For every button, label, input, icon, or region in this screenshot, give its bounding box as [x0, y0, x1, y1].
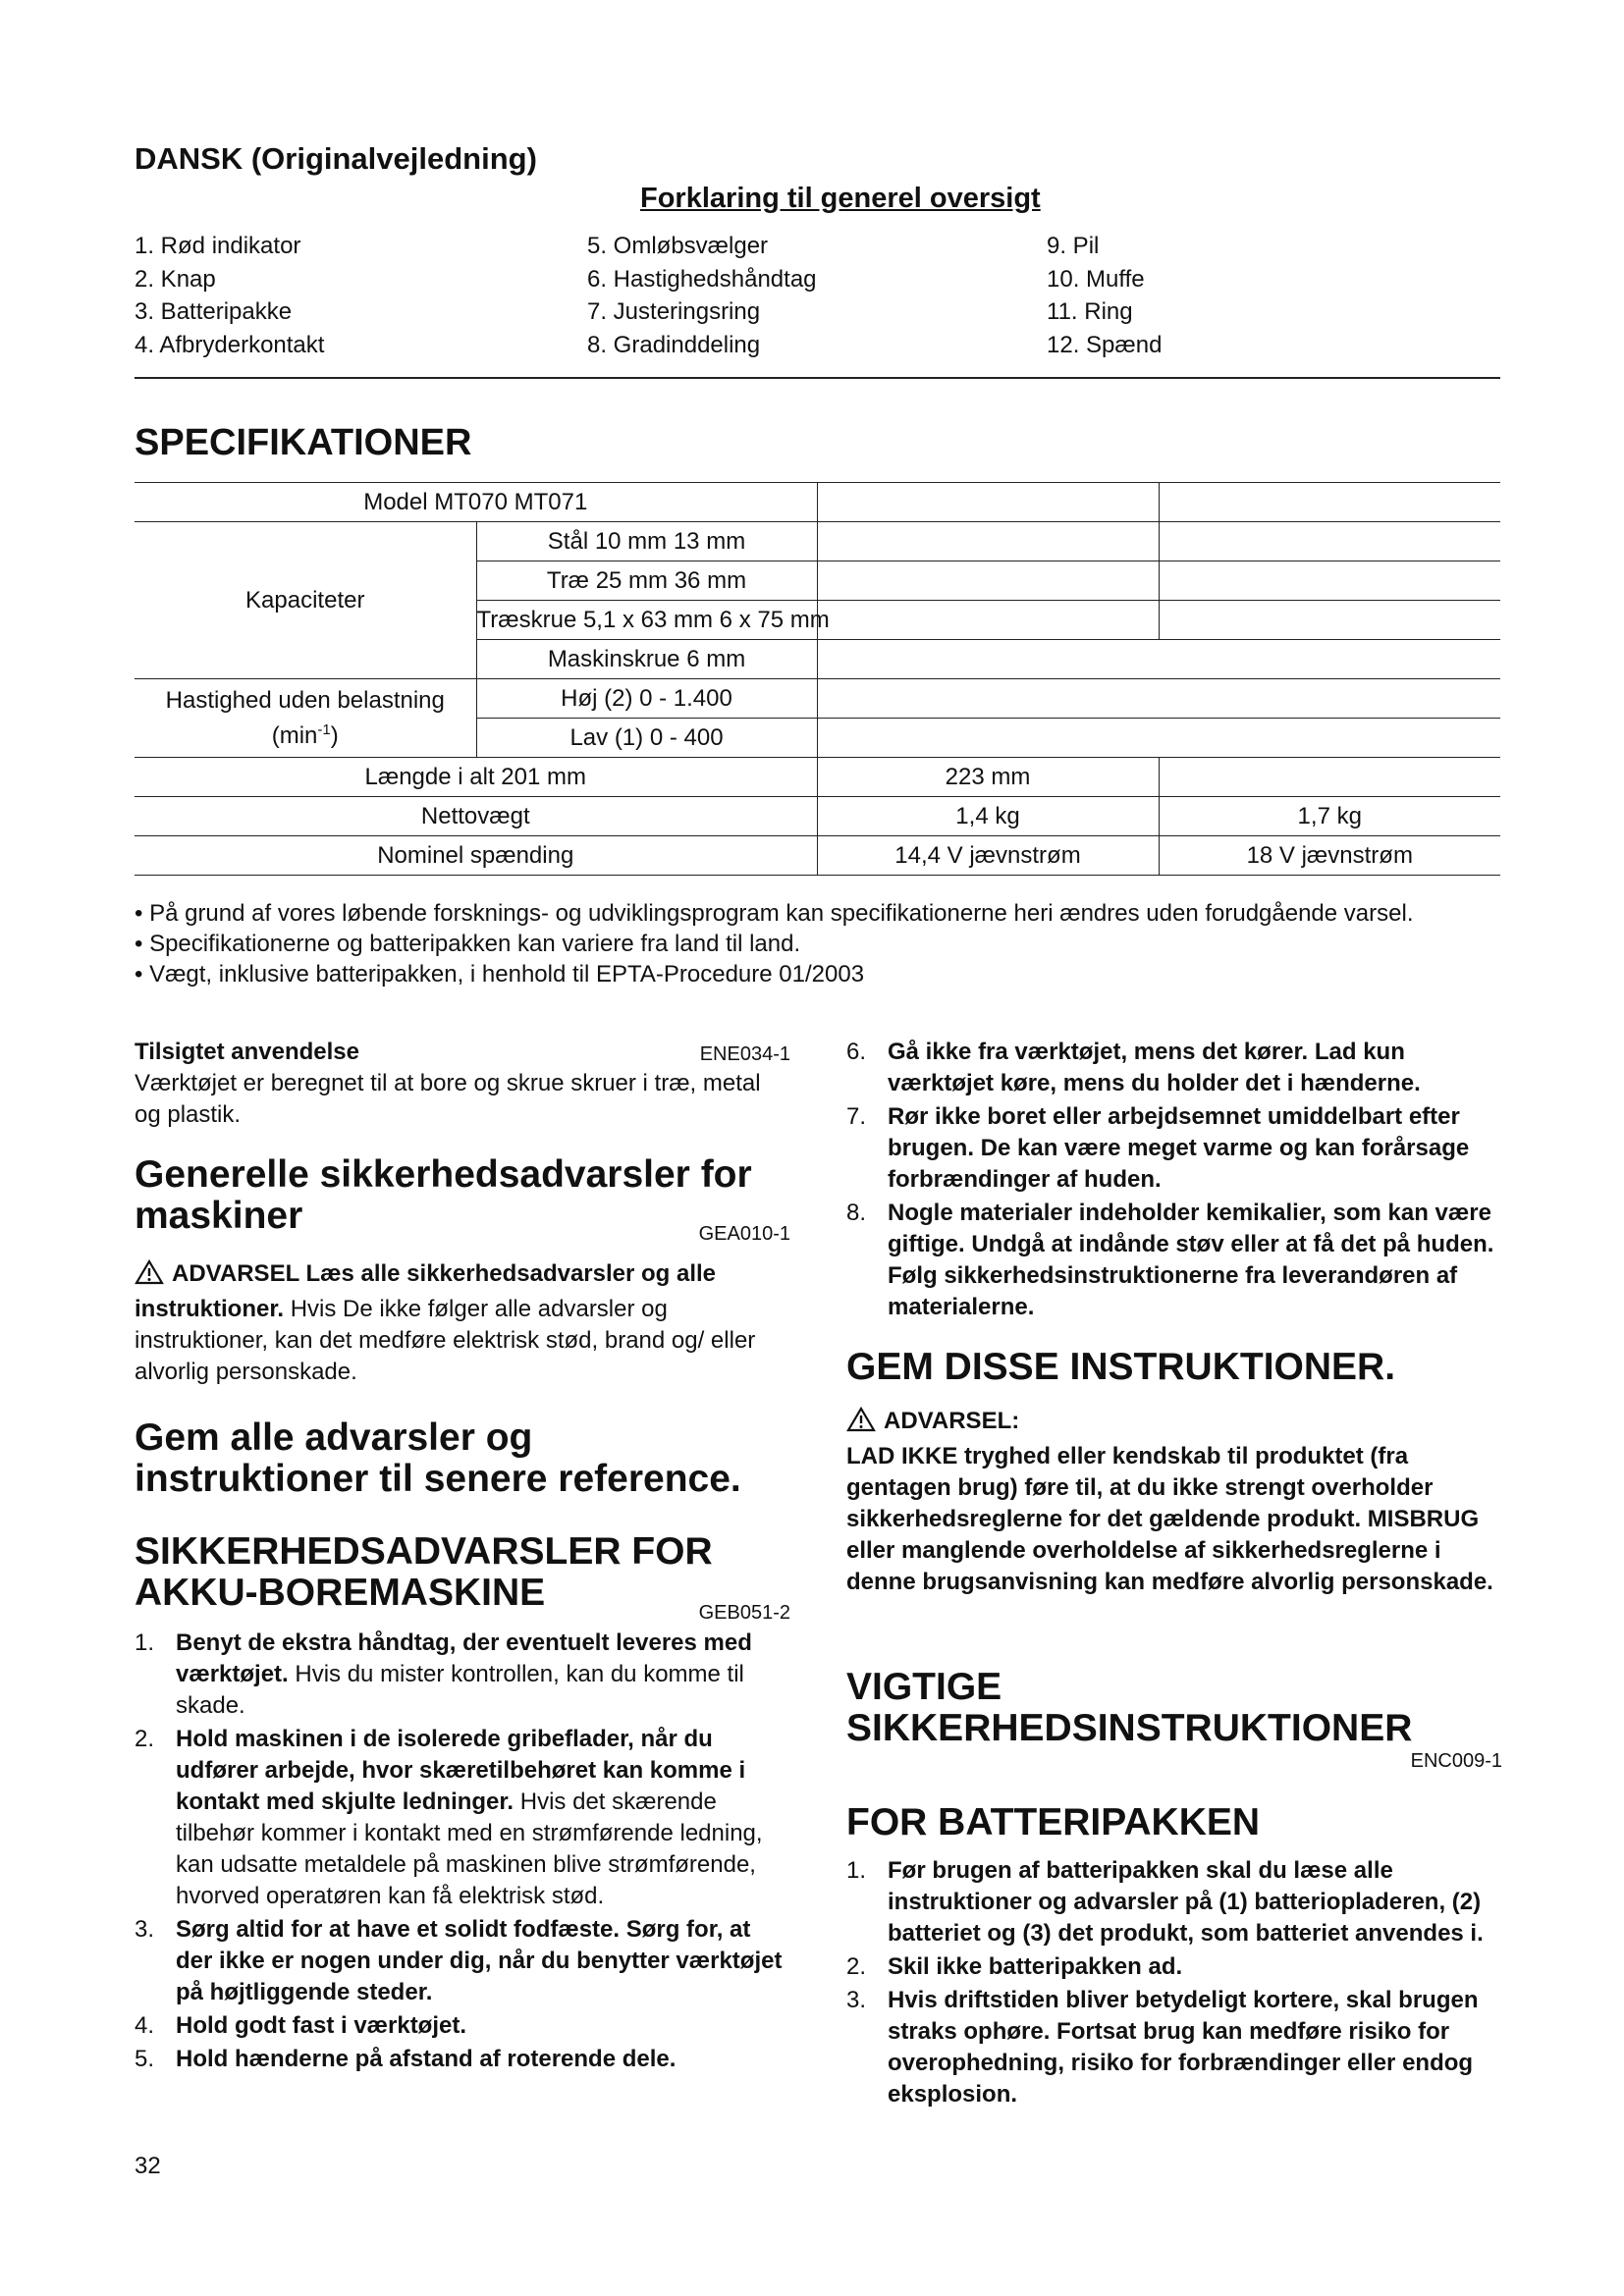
- specifications-table: [135, 482, 1500, 876]
- save-instructions-section: [846, 1347, 1502, 1598]
- keep-warnings-section: [135, 1417, 790, 1500]
- intended-use-code: ENE034-1: [699, 1043, 790, 1065]
- specifications-title: SPECIFIKATIONER: [135, 422, 472, 463]
- list-item: 5. Hold hænderne på afstand af roterende dele.: [135, 2046, 677, 2072]
- table-row: [135, 758, 1500, 797]
- battery-title: FOR BATTERIPAKKEN: [846, 1801, 1261, 1843]
- overview-item: 3. Batteripakke: [135, 298, 293, 325]
- drill-safety-title-line1: SIKKERHEDSADVARSLER FOR: [135, 1530, 713, 1573]
- capacities-label: Kapaciteter: [135, 522, 476, 679]
- drill-safety-section: [135, 1531, 790, 2077]
- speed-label: Hastighed uden belastning: [165, 686, 445, 714]
- drill-safety-code: GEB051-2: [698, 1602, 790, 1624]
- overview-column-2: [587, 230, 817, 361]
- overview-column-3: [1047, 230, 1162, 361]
- table-row: [135, 797, 1500, 836]
- overview-item: 10. Muffe: [1047, 265, 1145, 293]
- list-item: 2. Hold maskinen i de isolerede gribeflader, når du udfører arbejde, hvor skæretilbehøret kan komme i kontakt med skjulte ledninger. Hvis det skærende tilbehør kommer i kontakt med en strømførende ledning, kan udsatte metaldele på maskinen blive strømførende, hvorved operatøren kan få elektrisk stød.: [135, 1726, 763, 1909]
- important-safety-title-line2: SIKKERHEDSINSTRUKTIONER: [846, 1707, 1413, 1749]
- list-item: 3. Sørg altid for at have et solidt fodfæste. Sørg for, at der ikke er nogen under dig, når du benytter værktøjet på højtliggende steder.: [135, 1916, 783, 2005]
- overview-item: 11. Ring: [1047, 298, 1133, 325]
- drill-safety-list-continued: [846, 1037, 1502, 1325]
- intended-use-title: Tilsigtet anvendelse: [135, 1039, 359, 1065]
- overview-item: 8. Gradinddeling: [587, 331, 761, 358]
- spec-note: • Vægt, inklusive batteripakken, i henhold til EPTA-Procedure 01/2003: [135, 961, 865, 988]
- speed-label-cell: [135, 679, 476, 758]
- length-mt071: 223 mm: [817, 758, 1159, 797]
- table-cell: [1159, 758, 1500, 797]
- overview-title: Forklaring til generel oversigt: [640, 183, 1041, 214]
- wood-screw-capacity: Træskrue 5,1 x 63 mm 6 x 75 mm: [476, 601, 817, 640]
- table-cell: [817, 601, 1159, 640]
- low-speed: Lav (1) 0 - 400: [476, 719, 817, 758]
- overview-item: 12. Spænd: [1047, 331, 1163, 358]
- intended-use-text: Værktøjet er beregnet til at bore og skrue skruer i træ, metal og plastik.: [135, 1070, 761, 1128]
- overview-item: 4. Afbryderkontakt: [135, 331, 325, 358]
- page-number: 32: [135, 2153, 161, 2179]
- table-cell: [1159, 561, 1500, 601]
- voltage-mt070: 14,4 V jævnstrøm: [817, 836, 1159, 876]
- table-cell: [817, 561, 1159, 601]
- high-speed: Høj (2) 0 - 1.400: [476, 679, 817, 719]
- save-instructions-title: GEM DISSE INSTRUKTIONER.: [846, 1346, 1396, 1388]
- keep-warnings-title-line2: instruktioner til senere reference.: [135, 1458, 741, 1500]
- warning-triangle-icon: [846, 1407, 876, 1441]
- general-warning-bold: ADVARSEL Læs alle sikkerhedsadvarsler og alle instruktioner.: [135, 1260, 717, 1322]
- speed-unit: $(\min^{-1})$: [271, 721, 339, 749]
- general-warnings-code: GEA010-1: [698, 1223, 790, 1245]
- list-item: 8. Nogle materialer indeholder kemikalier, som kan være giftige. Undgå at indånde støv eller at få det på huden. Følg sikkerhedsinstruktionerne fra leverandøren af materialerne.: [846, 1200, 1494, 1320]
- keep-warnings-title-line1: Gem alle advarsler og: [135, 1416, 533, 1459]
- battery-section: [846, 1802, 1502, 2112]
- important-safety-title-line1: VIGTIGE: [846, 1666, 1002, 1708]
- table-cell: [1159, 522, 1500, 561]
- list-item: 1. Benyt de ekstra håndtag, der eventuelt leveres med værktøjet. Hvis du mister kontrollen, kan du komme til skade.: [135, 1629, 752, 1719]
- drill-safety-list: [135, 1628, 790, 2075]
- weight-label: Nettovægt: [135, 797, 817, 836]
- voltage-mt071: 18 V jævnstrøm: [1159, 836, 1500, 876]
- warning-triangle-icon: [135, 1259, 164, 1294]
- table-cell: [817, 522, 1159, 561]
- table-cell: [817, 483, 1159, 522]
- general-warnings-section: [135, 1154, 790, 1388]
- table-cell: [1159, 640, 1500, 679]
- save-warning-label-row: [846, 1406, 1502, 1441]
- overview-item: 2. Knap: [135, 265, 216, 293]
- overview-item: 6. Hastighedshåndtag: [587, 265, 817, 293]
- list-item: 1. Før brugen af batteripakken skal du læse alle instruktioner og advarsler på (1) batteriopladeren, (2) batteriet og (3) det produkt, som batteriet anvendes i.: [846, 1857, 1484, 1947]
- model-label: Model MT070 MT071: [135, 483, 817, 522]
- language-title: DANSK (Originalvejledning): [135, 141, 537, 176]
- battery-list: [846, 1855, 1502, 2110]
- list-item: 4. Hold godt fast i værktøjet.: [135, 2012, 467, 2039]
- table-cell: [1159, 719, 1500, 758]
- table-cell: [817, 640, 1159, 679]
- overview-item: 7. Justeringsring: [587, 298, 761, 325]
- table-cell: [1159, 679, 1500, 719]
- save-warning-label: ADVARSEL:: [884, 1408, 1020, 1434]
- steel-capacity: Stål 10 mm 13 mm: [476, 522, 817, 561]
- important-safety-code: ENC009-1: [1410, 1750, 1502, 1772]
- list-item: 3. Hvis driftstiden bliver betydeligt kortere, skal brugen straks ophøre. Fortsat brug kan medføre risiko for overophedning, risiko for forbrændinger eller endog eksplosion.: [846, 1987, 1479, 2108]
- intended-use-section: [135, 1037, 790, 1131]
- table-row: [135, 483, 1500, 522]
- table-cell: [817, 719, 1159, 758]
- voltage-label: Nominel spænding: [135, 836, 817, 876]
- overview-column-1: [135, 230, 324, 361]
- table-cell: [1159, 483, 1500, 522]
- overview-item: 5. Omløbsvælger: [587, 233, 769, 259]
- table-row: [135, 522, 1500, 561]
- weight-mt070: 1,4 kg: [817, 797, 1159, 836]
- spec-note: • På grund af vores løbende forsknings- og udviklingsprogram kan specifikationerne heri ændres uden forudgående varsel.: [135, 900, 1414, 927]
- list-item: 2. Skil ikke batteripakken ad.: [846, 1953, 1183, 1980]
- spec-note: • Specifikationerne og batteripakken kan variere fra land til land.: [135, 931, 801, 957]
- general-warnings-title-line2: maskiner: [135, 1195, 303, 1237]
- table-cell: [817, 679, 1159, 719]
- save-warning-text: LAD IKKE tryghed eller kendskab til produktet (fra gentagen brug) føre til, at du ikke strengt overholder sikkerhedsreglerne for det gældende produkt. MISBRUG eller manglende overholdelse af sikkerhedsreglerne i denne brugsanvisning kan medføre alvorlig personskade.: [846, 1443, 1493, 1595]
- spec-notes: [135, 898, 1509, 989]
- general-warning-text: Hvis De ikke følger alle advarsler og instruktioner, kan det medføre elektrisk stød, brand og/ eller alvorlig personskade.: [135, 1296, 756, 1385]
- length-label: Længde i alt 201 mm: [135, 758, 817, 797]
- overview-item: 9. Pil: [1047, 233, 1100, 259]
- general-warning-paragraph: [135, 1258, 790, 1388]
- section-divider: [135, 377, 1500, 379]
- important-safety-section: [846, 1667, 1502, 1773]
- weight-mt071: 1,7 kg: [1159, 797, 1500, 836]
- table-cell: [1159, 601, 1500, 640]
- overview-item: 1. Rød indikator: [135, 233, 301, 259]
- drill-safety-title-line2: AKKU-BOREMASKINE: [135, 1572, 546, 1614]
- table-row: [135, 679, 1500, 719]
- list-item: 6. Gå ikke fra værktøjet, mens det kører. Lad kun værktøjet køre, mens du holder det i hænderne.: [846, 1039, 1421, 1096]
- machine-screw-capacity: Maskinskrue 6 mm: [476, 640, 817, 679]
- list-item: 7. Rør ikke boret eller arbejdsemnet umiddelbart efter brugen. De kan være meget varme og kan forårsage forbrændinger af huden.: [846, 1103, 1470, 1193]
- wood-capacity: Træ 25 mm 36 mm: [476, 561, 817, 601]
- table-row: [135, 836, 1500, 876]
- general-warnings-title-line1: Generelle sikkerhedsadvarsler for: [135, 1153, 752, 1196]
